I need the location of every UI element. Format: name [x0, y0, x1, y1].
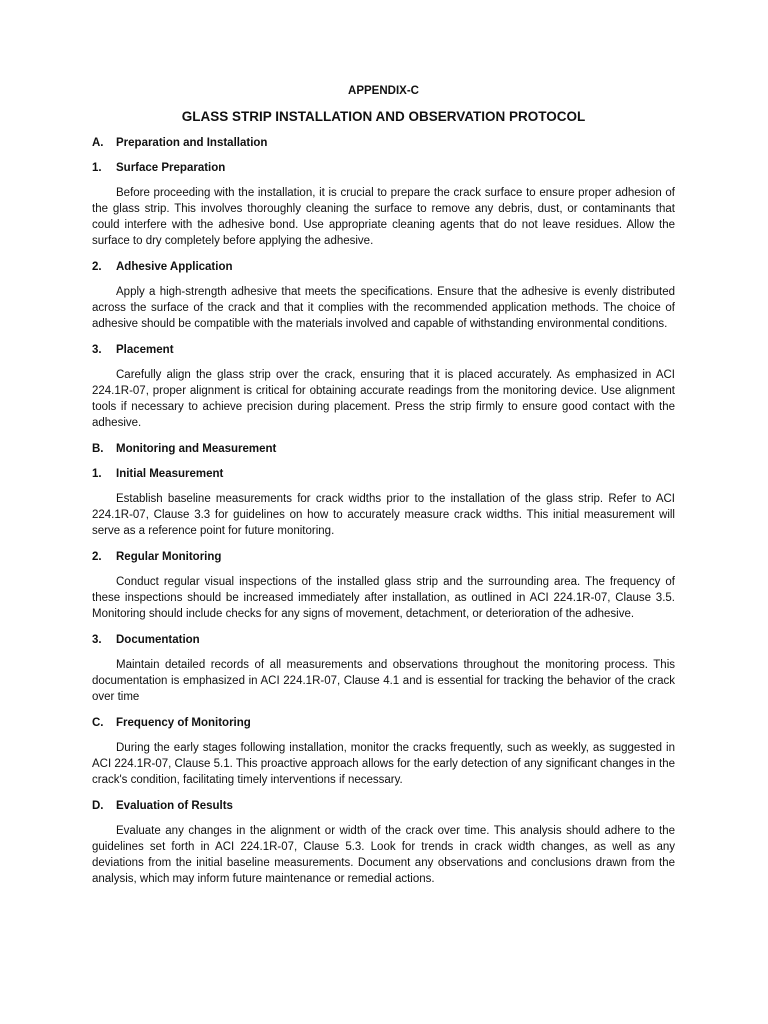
body-paragraph: Carefully align the glass strip over the crack, ensuring that it is placed accurately. As emphasized in ACI 224.1R-07, proper alignment is critical for obtaining accurate readings from the monitoring device. Use alignment tools if necessary to achieve precision during placement. Press the strip firmly to ensure good contact with the adhesive.	[92, 369, 675, 429]
section-number: 1.	[92, 162, 102, 174]
section-heading	[92, 441, 675, 457]
section-title: Adhesive Application	[116, 261, 233, 273]
section-number: 1.	[92, 468, 102, 480]
section-title: Regular Monitoring	[116, 551, 222, 563]
section-title: Frequency of Monitoring	[116, 717, 251, 729]
section-heading	[92, 135, 675, 151]
section-number: C.	[92, 717, 104, 729]
section-number: 2.	[92, 551, 102, 563]
section-title: Monitoring and Measurement	[116, 443, 277, 455]
appendix-label: APPENDIX-C	[348, 85, 419, 97]
section-number: B.	[92, 443, 104, 455]
section-heading	[92, 549, 675, 565]
section-title: Documentation	[116, 634, 200, 646]
body-paragraph: Before proceeding with the installation, it is crucial to prepare the crack surface to ensure proper adhesion of the glass strip. This involves thoroughly cleaning the surface to remove any debris, dust, or contaminants that could interfere with the adhesive bond. Use appropriate cleaning agents that do not leave residues. Allow the surface to dry completely before applying the adhesive.	[92, 187, 675, 247]
section-heading	[92, 632, 675, 648]
body-paragraph: Conduct regular visual inspections of the installed glass strip and the surrounding area. The frequency of these inspections should be increased immediately after installation, as outlined in ACI 224.1R-07, Clause 3.5. Monitoring should include checks for any signs of movement, detachment, or deterioration of the adhesive.	[92, 576, 675, 620]
section-heading	[92, 259, 675, 275]
document-body	[92, 135, 675, 887]
section-title: Initial Measurement	[116, 468, 224, 480]
body-paragraph: Evaluate any changes in the alignment or width of the crack over time. This analysis should adhere to the guidelines set forth in ACI 224.1R-07, Clause 5.3. Look for trends in crack width changes, as well as any deviations from the initial baseline measurements. Document any observations and conclusions drawn from the analysis, which may inform future maintenance or remedial actions.	[92, 825, 675, 885]
section-title: Surface Preparation	[116, 162, 226, 174]
section-number: A.	[92, 137, 104, 149]
body-paragraph: During the early stages following installation, monitor the cracks frequently, such as weekly, as suggested in ACI 224.1R-07, Clause 5.1. This proactive approach allows for the early detection of any significant changes in the crack's condition, facilitating timely interventions if necessary.	[92, 742, 675, 786]
section-heading	[92, 466, 675, 482]
section-title: Evaluation of Results	[116, 800, 233, 812]
section-heading	[92, 342, 675, 358]
section-title: Preparation and Installation	[116, 137, 268, 149]
section-heading	[92, 798, 675, 814]
document-title: GLASS STRIP INSTALLATION AND OBSERVATION PROTOCOL	[181, 109, 586, 124]
section-number: 3.	[92, 344, 102, 356]
section-heading	[92, 160, 675, 176]
body-paragraph: Establish baseline measurements for crack widths prior to the installation of the glass strip. Refer to ACI 224.1R-07, Clause 3.3 for guidelines on how to accurately measure crack widths. This initial measurement will serve as a reference point for future monitoring.	[92, 493, 675, 537]
section-number: 2.	[92, 261, 102, 273]
section-number: 3.	[92, 634, 102, 646]
body-paragraph: Maintain detailed records of all measurements and observations throughout the monitoring process. This documentation is emphasized in ACI 224.1R-07, Clause 4.1 and is essential for tracking the behavior of the crack over time	[92, 659, 675, 703]
document-page	[92, 84, 675, 897]
section-number: D.	[92, 800, 104, 812]
section-title: Placement	[116, 344, 174, 356]
body-paragraph: Apply a high-strength adhesive that meets the specifications. Ensure that the adhesive is evenly distributed across the surface of the crack and that it complies with the recommended application methods. The choice of adhesive should be compatible with the materials involved and capable of withstanding environmental conditions.	[92, 286, 675, 330]
section-heading	[92, 715, 675, 731]
